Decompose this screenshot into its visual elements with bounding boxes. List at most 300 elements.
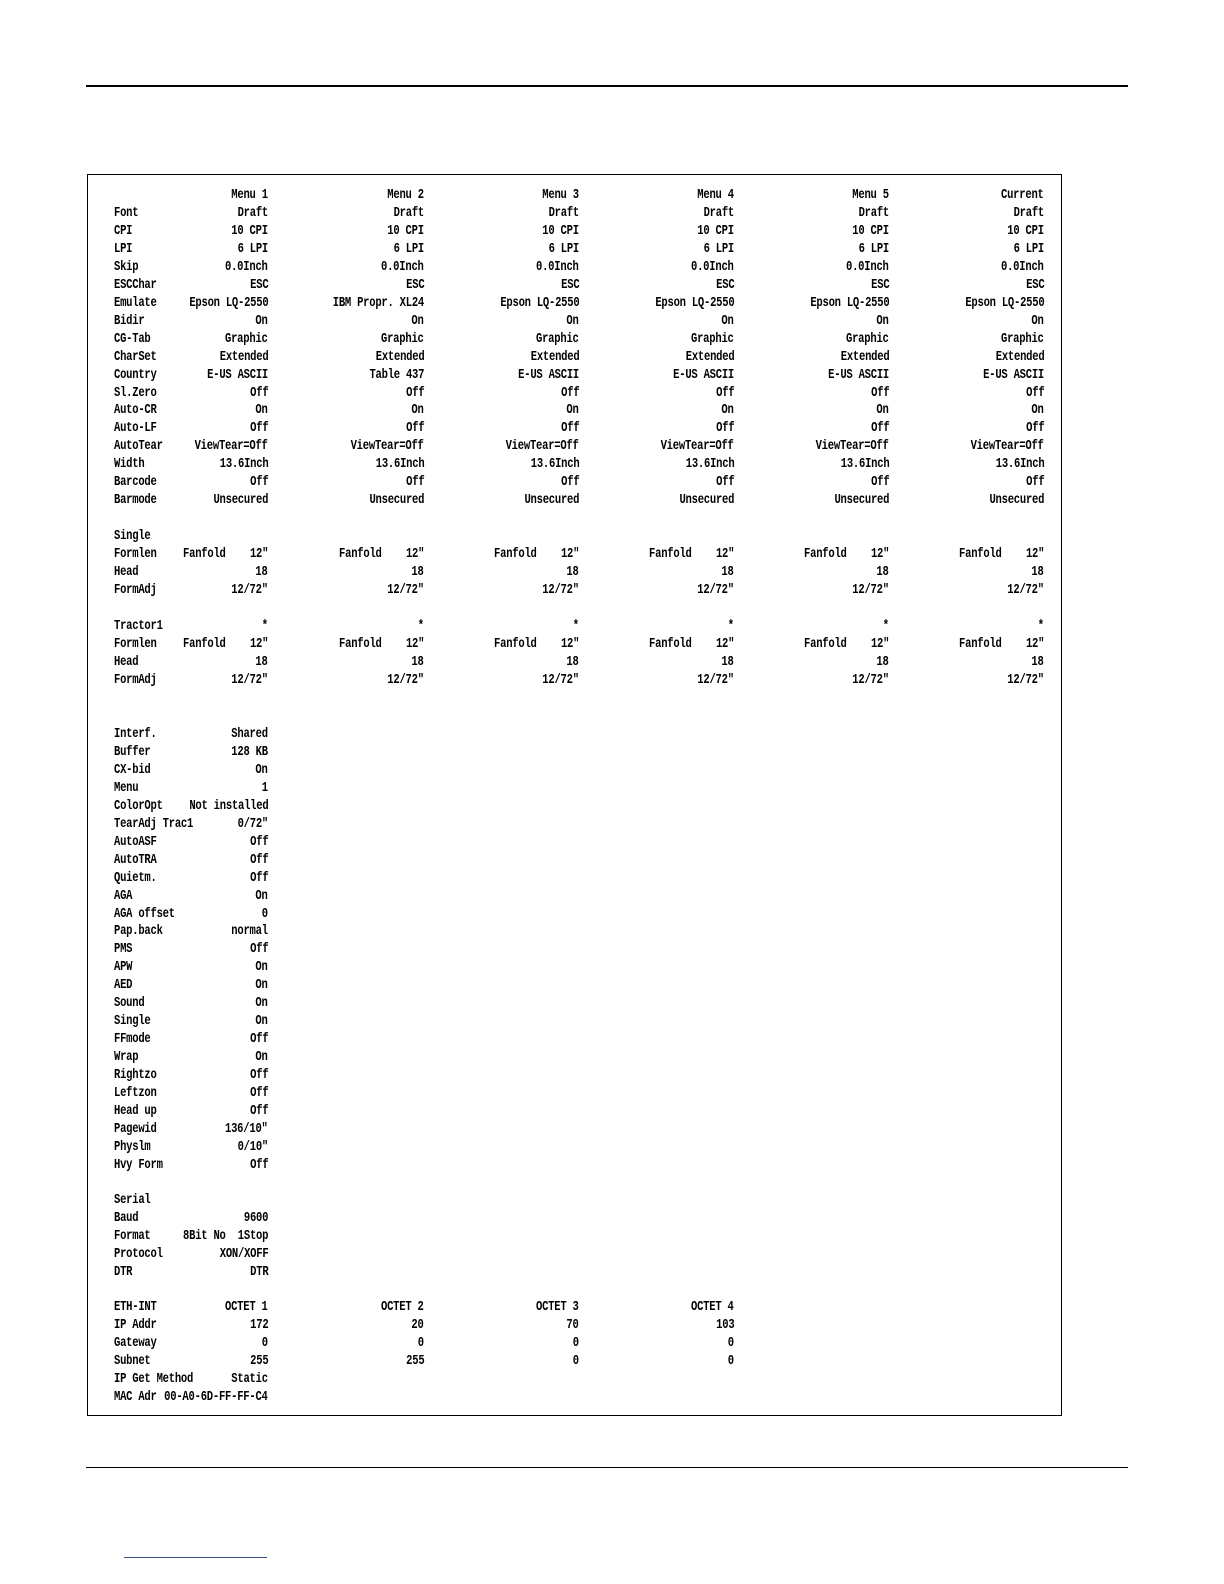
ethernet-setting-row <box>114 1389 1054 1407</box>
system-setting-row <box>114 1121 1054 1139</box>
setting-value: On <box>1031 313 1044 329</box>
setting-value: 0 <box>417 1335 424 1351</box>
serial-setting-row <box>114 1210 1054 1228</box>
setting-label: Physlm <box>114 1139 151 1155</box>
setting-value: OCTET 3 <box>536 1300 579 1315</box>
single-sheet-row <box>114 528 1054 546</box>
setting-value: Draft <box>548 206 579 221</box>
setting-value: 18 <box>566 564 579 580</box>
system-setting-row <box>114 959 1054 977</box>
setting-value: Fanfold 12" <box>803 636 889 652</box>
system-setting-row <box>114 923 1054 941</box>
setting-label: CPI <box>114 223 133 239</box>
setting-value: 9600 <box>243 1210 268 1226</box>
ethernet-setting-row <box>114 1317 1054 1335</box>
setting-value: Off <box>405 421 424 437</box>
setting-value: 18 <box>1031 654 1044 670</box>
setting-value: 18 <box>1031 564 1044 580</box>
setting-value: 6 LPI <box>1013 241 1044 257</box>
setting-value: Graphic <box>536 331 579 347</box>
setting-value: * <box>261 619 268 634</box>
setting-value: Fanfold 12" <box>958 636 1044 652</box>
setting-value: ESC <box>249 277 268 293</box>
setting-value: 8Bit No 1Stop <box>182 1228 268 1244</box>
setting-value: On <box>255 1014 268 1030</box>
setting-value: ESC <box>405 277 424 293</box>
setting-value: 12/72" <box>387 672 424 688</box>
setting-label: Hvy Form <box>114 1157 163 1173</box>
setting-value: ViewTear=Off <box>194 439 268 455</box>
setting-label: TearAdj Trac1 <box>114 816 194 832</box>
setting-value: 12/72" <box>852 582 889 598</box>
setting-value: * <box>572 619 579 634</box>
serial-setting-row <box>114 1246 1054 1264</box>
setting-value: 12/72" <box>542 582 579 598</box>
setting-value: Off <box>560 421 579 437</box>
header-rule <box>86 85 1128 87</box>
column-header: Menu 5 <box>852 188 889 203</box>
setting-value: 6 LPI <box>393 241 424 257</box>
setting-label: AutoASF <box>114 834 157 850</box>
setting-value: 00-A0-6D-FF-FF-C4 <box>164 1389 268 1405</box>
system-setting-row <box>114 870 1054 888</box>
setting-label: Format <box>114 1228 151 1244</box>
menu-setting-row <box>114 223 1054 241</box>
setting-label: LPI <box>114 241 133 257</box>
setting-label: Skip <box>114 259 139 275</box>
setting-value: Unsecured <box>989 493 1044 509</box>
setting-value: Graphic <box>225 331 268 347</box>
setting-value: Off <box>715 421 734 437</box>
column-header-row <box>114 187 1054 205</box>
setting-value: 12/72" <box>1007 582 1044 598</box>
setting-value: 18 <box>255 654 268 670</box>
footer-link-underline <box>124 1557 267 1558</box>
setting-value: ViewTear=Off <box>970 439 1044 455</box>
setting-value: 0/10" <box>237 1139 268 1155</box>
setting-label: Wrap <box>114 1050 139 1066</box>
setting-label: Baud <box>114 1210 139 1226</box>
setting-value: Off <box>249 834 268 850</box>
setting-label: AGA <box>114 888 133 904</box>
system-setting-row <box>114 941 1054 959</box>
setting-value: Draft <box>237 206 268 221</box>
setting-value: E-US ASCII <box>983 367 1044 383</box>
setting-value: normal <box>231 924 268 940</box>
setting-label: CX-bid <box>114 762 151 778</box>
setting-value: DTR <box>249 1264 268 1280</box>
setting-value: Off <box>405 385 424 401</box>
setting-value: On <box>255 996 268 1012</box>
setting-value: Off <box>249 421 268 437</box>
setting-value: 12/72" <box>231 672 268 688</box>
setting-label: Pap.back <box>114 924 163 940</box>
setting-value: On <box>255 403 268 419</box>
setting-label: Quietm. <box>114 870 157 886</box>
setting-value: On <box>255 1050 268 1066</box>
tractor-row <box>114 618 1054 636</box>
setting-value: ViewTear=Off <box>815 439 889 455</box>
setting-value: Static <box>231 1371 268 1387</box>
setting-label: Barcode <box>114 475 157 491</box>
setting-value: 10 CPI <box>542 223 579 239</box>
setting-value: Fanfold 12" <box>182 546 268 562</box>
setting-label: Serial <box>114 1193 151 1208</box>
setting-value: 0 <box>727 1335 734 1351</box>
system-setting-row <box>114 977 1054 995</box>
setting-value: Epson LQ-2550 <box>809 295 889 311</box>
setting-label: Single <box>114 1014 151 1030</box>
column-header: Menu 2 <box>387 188 424 203</box>
setting-value: 0.0Inch <box>225 259 268 275</box>
setting-value: Graphic <box>691 331 734 347</box>
menu-setting-row <box>114 205 1054 223</box>
menu-setting-row <box>114 367 1054 385</box>
setting-value: * <box>882 619 889 634</box>
system-setting-row <box>114 726 1054 744</box>
setting-value: E-US ASCII <box>828 367 889 383</box>
setting-value: Extended <box>219 349 268 365</box>
setting-value: 0 <box>572 1353 579 1369</box>
setting-label: IP Get Method <box>114 1371 194 1387</box>
setting-value: 10 CPI <box>231 223 268 239</box>
setting-value: Extended <box>530 349 579 365</box>
setting-value: Off <box>1025 421 1044 437</box>
setting-label: Head <box>114 564 139 580</box>
setting-value: Unsecured <box>524 493 579 509</box>
setting-value: Graphic <box>1001 331 1044 347</box>
menu-setting-row <box>114 259 1054 277</box>
setting-value: 18 <box>721 654 734 670</box>
setting-value: 12/72" <box>697 582 734 598</box>
menu-setting-row <box>114 349 1054 367</box>
setting-value: On <box>411 403 424 419</box>
setting-value: ESC <box>1025 277 1044 293</box>
menu-setting-row <box>114 331 1054 349</box>
setting-value: Off <box>249 852 268 868</box>
setting-value: On <box>876 313 889 329</box>
setting-value: Extended <box>995 349 1044 365</box>
setting-value: Graphic <box>381 331 424 347</box>
setting-value: ViewTear=Off <box>350 439 424 455</box>
setting-value: 0.0Inch <box>536 259 579 275</box>
setting-value: 10 CPI <box>1007 223 1044 239</box>
setting-value: Epson LQ-2550 <box>188 295 268 311</box>
setting-value: 13.6Inch <box>995 457 1044 473</box>
setting-value: 0 <box>261 1335 268 1351</box>
setting-value: Off <box>249 1032 268 1048</box>
setting-label: Menu <box>114 780 139 796</box>
setting-label: AutoTear <box>114 439 163 455</box>
setting-value: Graphic <box>846 331 889 347</box>
setting-value: On <box>721 403 734 419</box>
setting-value: On <box>566 403 579 419</box>
setting-label: Tractor1 <box>114 619 163 634</box>
setting-value: ESC <box>870 277 889 293</box>
setting-value: Off <box>249 1068 268 1084</box>
setting-value: 12/72" <box>387 582 424 598</box>
setting-value: * <box>1037 619 1044 634</box>
system-setting-row <box>114 1013 1054 1031</box>
tractor-row <box>114 636 1054 654</box>
serial-setting-row <box>114 1264 1054 1282</box>
system-setting-row <box>114 852 1054 870</box>
tractor-row <box>114 654 1054 672</box>
setting-value: OCTET 1 <box>225 1300 268 1315</box>
setting-value: XON/XOFF <box>219 1246 268 1262</box>
setting-value: Fanfold 12" <box>338 636 424 652</box>
serial-setting-row <box>114 1228 1054 1246</box>
column-header: Menu 1 <box>231 188 268 203</box>
setting-value: Fanfold 12" <box>958 546 1044 562</box>
ethernet-setting-row <box>114 1299 1054 1317</box>
setting-value: Off <box>1025 385 1044 401</box>
setting-label: FFmode <box>114 1032 151 1048</box>
setting-label: AutoTRA <box>114 852 157 868</box>
setting-value: Fanfold 12" <box>493 546 579 562</box>
setting-value: Off <box>870 421 889 437</box>
setting-value: 10 CPI <box>852 223 889 239</box>
setting-label: IP Addr <box>114 1317 157 1333</box>
setting-label: MAC Adr <box>114 1389 157 1405</box>
setting-label: Interf. <box>114 727 157 742</box>
setting-value: ESC <box>715 277 734 293</box>
setting-value: E-US ASCII <box>673 367 734 383</box>
system-setting-row <box>114 1085 1054 1103</box>
system-setting-row <box>114 798 1054 816</box>
setting-value: Not installed <box>188 798 268 814</box>
system-setting-row <box>114 1157 1054 1175</box>
setting-label: ColorOpt <box>114 798 163 814</box>
system-setting-row <box>114 1049 1054 1067</box>
setting-label: Formlen <box>114 636 157 652</box>
column-header: Menu 3 <box>542 188 579 203</box>
setting-value: On <box>255 313 268 329</box>
setting-value: 12/72" <box>697 672 734 688</box>
setting-label: Font <box>114 206 139 221</box>
setting-value: Off <box>1025 475 1044 491</box>
setting-value: 18 <box>255 564 268 580</box>
setting-label: FormAdj <box>114 672 157 688</box>
setting-label: Country <box>114 367 157 383</box>
setting-value: 0.0Inch <box>691 259 734 275</box>
setting-value: IBM Propr. XL24 <box>332 295 424 311</box>
setting-value: On <box>255 888 268 904</box>
setting-value: Off <box>715 475 734 491</box>
setting-value: Extended <box>685 349 734 365</box>
footer-rule <box>86 1467 1128 1468</box>
setting-value: 20 <box>411 1317 424 1333</box>
setting-value: Draft <box>703 206 734 221</box>
setting-value: 1 <box>261 780 268 796</box>
setting-value: 103 <box>715 1317 734 1333</box>
ethernet-setting-row <box>114 1335 1054 1353</box>
setting-value: On <box>255 960 268 976</box>
setting-value: Unsecured <box>679 493 734 509</box>
setting-value: 18 <box>721 564 734 580</box>
setting-value: 13.6Inch <box>840 457 889 473</box>
setting-value: 13.6Inch <box>685 457 734 473</box>
setting-value: 0 <box>261 906 268 922</box>
setting-value: Off <box>405 475 424 491</box>
setting-value: 12/72" <box>1007 672 1044 688</box>
setting-value: 12/72" <box>231 582 268 598</box>
setting-value: Off <box>249 475 268 491</box>
setting-label: Sl.Zero <box>114 385 157 401</box>
system-setting-row <box>114 1031 1054 1049</box>
setting-value: Shared <box>231 727 268 742</box>
menu-setting-row <box>114 385 1054 403</box>
setting-value: Epson LQ-2550 <box>654 295 734 311</box>
menu-setting-row <box>114 295 1054 313</box>
setting-value: 18 <box>876 654 889 670</box>
setting-value: 6 LPI <box>858 241 889 257</box>
setting-value: 0.0Inch <box>1001 259 1044 275</box>
setting-value: 13.6Inch <box>375 457 424 473</box>
setting-label: Pagewid <box>114 1121 157 1137</box>
column-header: Menu 4 <box>697 188 734 203</box>
setting-value: 12/72" <box>852 672 889 688</box>
menu-setting-row <box>114 456 1054 474</box>
setting-label: Buffer <box>114 744 151 760</box>
setting-value: 0 <box>572 1335 579 1351</box>
setting-value: 18 <box>566 654 579 670</box>
setting-value: 18 <box>876 564 889 580</box>
setting-label: APW <box>114 960 133 976</box>
setting-value: 6 LPI <box>548 241 579 257</box>
setting-label: Subnet <box>114 1353 151 1369</box>
setting-value: Off <box>870 385 889 401</box>
setting-label: Auto-LF <box>114 421 157 437</box>
setting-value: 70 <box>566 1317 579 1333</box>
setting-value: On <box>255 978 268 994</box>
setting-value: On <box>411 313 424 329</box>
setting-value: Extended <box>840 349 889 365</box>
setting-value: 255 <box>249 1353 268 1369</box>
setting-value: Epson LQ-2550 <box>964 295 1044 311</box>
setting-value: Off <box>249 870 268 886</box>
setting-label: Auto-CR <box>114 403 157 419</box>
setting-label: Emulate <box>114 295 157 311</box>
setting-value: 128 KB <box>231 744 268 760</box>
system-setting-row <box>114 1139 1054 1157</box>
setting-label: Width <box>114 457 145 473</box>
ethernet-setting-row <box>114 1353 1054 1371</box>
setting-value: Table 437 <box>369 367 424 383</box>
setting-label: Single <box>114 529 151 544</box>
setting-value: On <box>255 762 268 778</box>
setting-label: Protocol <box>114 1246 163 1262</box>
setting-value: * <box>727 619 734 634</box>
setting-label: CharSet <box>114 349 157 365</box>
setting-label: CG-Tab <box>114 331 151 347</box>
setting-label: Formlen <box>114 546 157 562</box>
system-setting-row <box>114 906 1054 924</box>
setting-value: ESC <box>560 277 579 293</box>
setting-label: Head up <box>114 1103 157 1119</box>
setting-value: ViewTear=Off <box>505 439 579 455</box>
setting-label: Sound <box>114 996 145 1012</box>
setting-value: Off <box>249 942 268 958</box>
setting-value: * <box>417 619 424 634</box>
setting-value: Fanfold 12" <box>648 546 734 562</box>
setting-value: On <box>566 313 579 329</box>
setting-value: 0 <box>727 1353 734 1369</box>
setting-value: 136/10" <box>225 1121 268 1137</box>
system-setting-row <box>114 888 1054 906</box>
single-sheet-row <box>114 546 1054 564</box>
system-setting-row <box>114 995 1054 1013</box>
tractor-row <box>114 672 1054 690</box>
setting-value: Epson LQ-2550 <box>499 295 579 311</box>
setting-label: Leftzon <box>114 1086 157 1101</box>
setting-value: 10 CPI <box>697 223 734 239</box>
menu-setting-row <box>114 492 1054 510</box>
setting-label: DTR <box>114 1264 133 1280</box>
setting-label: Bidir <box>114 313 145 329</box>
setting-label: Rightzo <box>114 1068 157 1084</box>
menu-setting-row <box>114 241 1054 259</box>
setting-value: 0.0Inch <box>846 259 889 275</box>
setting-label: AGA offset <box>114 906 175 922</box>
single-sheet-row <box>114 564 1054 582</box>
setting-value: On <box>721 313 734 329</box>
menu-setting-row <box>114 420 1054 438</box>
menu-setting-row <box>114 313 1054 331</box>
column-header: Current <box>1001 188 1044 203</box>
setting-value: Off <box>715 385 734 401</box>
setting-label: PMS <box>114 942 133 958</box>
setting-value: Fanfold 12" <box>803 546 889 562</box>
serial-setting-row <box>114 1192 1054 1210</box>
setting-value: Draft <box>1013 206 1044 221</box>
setting-value: Draft <box>858 206 889 221</box>
setting-value: 13.6Inch <box>219 457 268 473</box>
setting-value: E-US ASCII <box>207 367 268 383</box>
ethernet-setting-row <box>114 1371 1054 1389</box>
setting-label: ESCChar <box>114 277 157 293</box>
setting-value: 12/72" <box>542 672 579 688</box>
setting-value: Draft <box>393 206 424 221</box>
setting-label: ETH-INT <box>114 1300 157 1315</box>
setting-value: Off <box>249 1157 268 1173</box>
menu-setting-row <box>114 277 1054 295</box>
setting-value: 0.0Inch <box>381 259 424 275</box>
system-setting-row <box>114 1067 1054 1085</box>
setting-label: FormAdj <box>114 582 157 598</box>
system-setting-row <box>114 744 1054 762</box>
setting-value: 13.6Inch <box>530 457 579 473</box>
setting-value: Extended <box>375 349 424 365</box>
setting-value: 6 LPI <box>237 241 268 257</box>
setting-value: 6 LPI <box>703 241 734 257</box>
setting-value: Off <box>249 1103 268 1119</box>
setting-label: Head <box>114 654 139 670</box>
setting-value: On <box>1031 403 1044 419</box>
setting-value: Fanfold 12" <box>493 636 579 652</box>
menu-setting-row <box>114 474 1054 492</box>
setting-value: Fanfold 12" <box>648 636 734 652</box>
setting-value: Unsecured <box>834 493 889 509</box>
setting-value: Off <box>560 385 579 401</box>
setting-value: Off <box>870 475 889 491</box>
system-setting-row <box>114 762 1054 780</box>
setting-value: 172 <box>249 1317 268 1333</box>
setting-value: 18 <box>411 654 424 670</box>
setting-value: Unsecured <box>369 493 424 509</box>
single-sheet-row <box>114 582 1054 600</box>
system-setting-row <box>114 1103 1054 1121</box>
